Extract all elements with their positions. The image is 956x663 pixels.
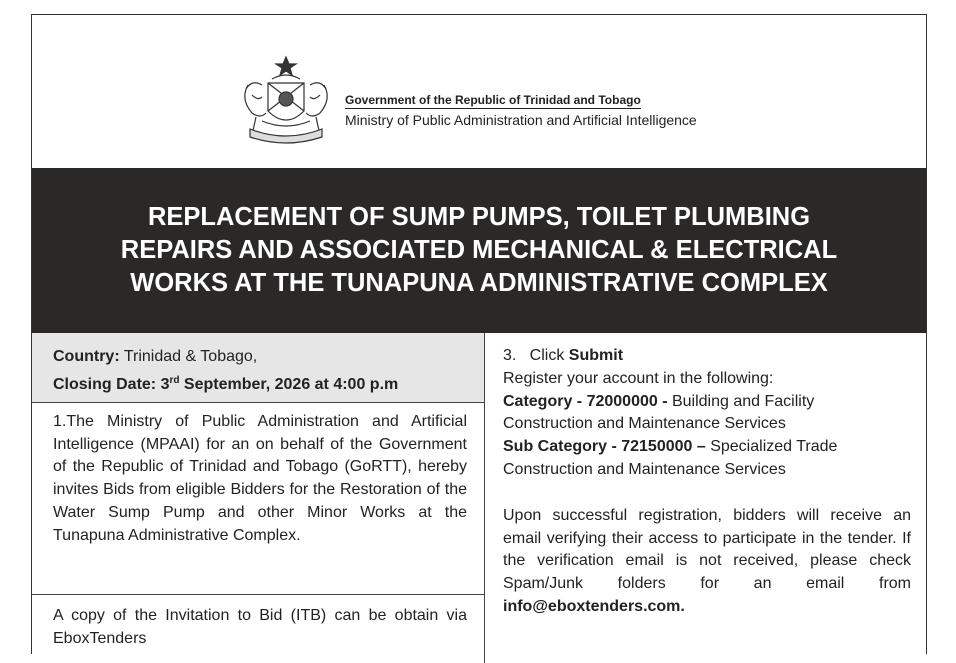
country-line (53, 348, 257, 366)
step-3-line (503, 345, 623, 368)
title-banner (32, 168, 926, 333)
submit-action: Submit (568, 347, 624, 364)
title-line-3: WORKS AT THE TUNAPUNA ADMINISTRATIVE COMPLEX (130, 269, 828, 297)
subcategory-label: Sub Category - 72150000 – (503, 438, 706, 455)
title-line-2: REPAIRS AND ASSOCIATED MECHANICAL & ELECTRICAL (120, 236, 838, 264)
country-value: Trinidad & Tobago, (123, 348, 258, 365)
category-label: Category - 72000000 - (503, 393, 668, 410)
subcategory-line (503, 436, 837, 459)
step-prefix: 3. Click (503, 347, 569, 364)
register-line: Register your account in the following: (503, 370, 774, 387)
coat-of-arms-icon (238, 55, 334, 145)
invitation-paragraph: 1.The Ministry of Public Administration and Artificial Intelligence (MPAAI) for an on behalf of the Government of the Republic of Trinidad and Tobago (GoRTT), hereby invites Bids from eligible Bidders for the Restoration of the Water Sump Pump and other Minor Works at the Tunapuna Administrative Complex. (53, 413, 467, 544)
right-column (485, 333, 926, 663)
ministry-name: Ministry of Public Administration and Artificial Intelligence (345, 112, 697, 128)
category-text: Building and Facility (667, 393, 815, 410)
notice-text: Upon successful registration, bidders will receive an email verifying their access to participate in the tender. If the verification email is not received, please check Spam/Junk folders for an email from (503, 507, 911, 593)
closing-label-b: September, 2026 at 4:00 p.m (179, 376, 399, 393)
registration-notice (503, 505, 911, 619)
subcategory-line-2: Construction and Maintenance Services (503, 461, 786, 478)
category-line-2: Construction and Maintenance Services (503, 415, 786, 432)
itb-paragraph: A copy of the Invitation to Bid (ITB) can be obtain via EboxTenders (53, 607, 467, 647)
closing-date-suffix: rd (169, 375, 180, 386)
government-name: Government of the Republic of Trinidad and Tobago (345, 93, 641, 107)
category-line (503, 391, 814, 414)
support-email: info@eboxtenders.com. (503, 597, 685, 615)
country-label: Country: (53, 348, 120, 365)
subcategory-text: Specialized Trade (705, 438, 838, 455)
info-box (32, 333, 484, 403)
left-column (32, 333, 485, 663)
tender-notice (31, 14, 927, 654)
closing-date-line (53, 375, 398, 394)
notice-title (49, 201, 909, 300)
title-line-1: REPLACEMENT OF SUMP PUMPS, TOILET PLUMBING (147, 203, 811, 231)
notice-header (32, 15, 926, 168)
section-divider (32, 594, 484, 595)
closing-label-a: Closing Date: 3 (53, 376, 170, 393)
